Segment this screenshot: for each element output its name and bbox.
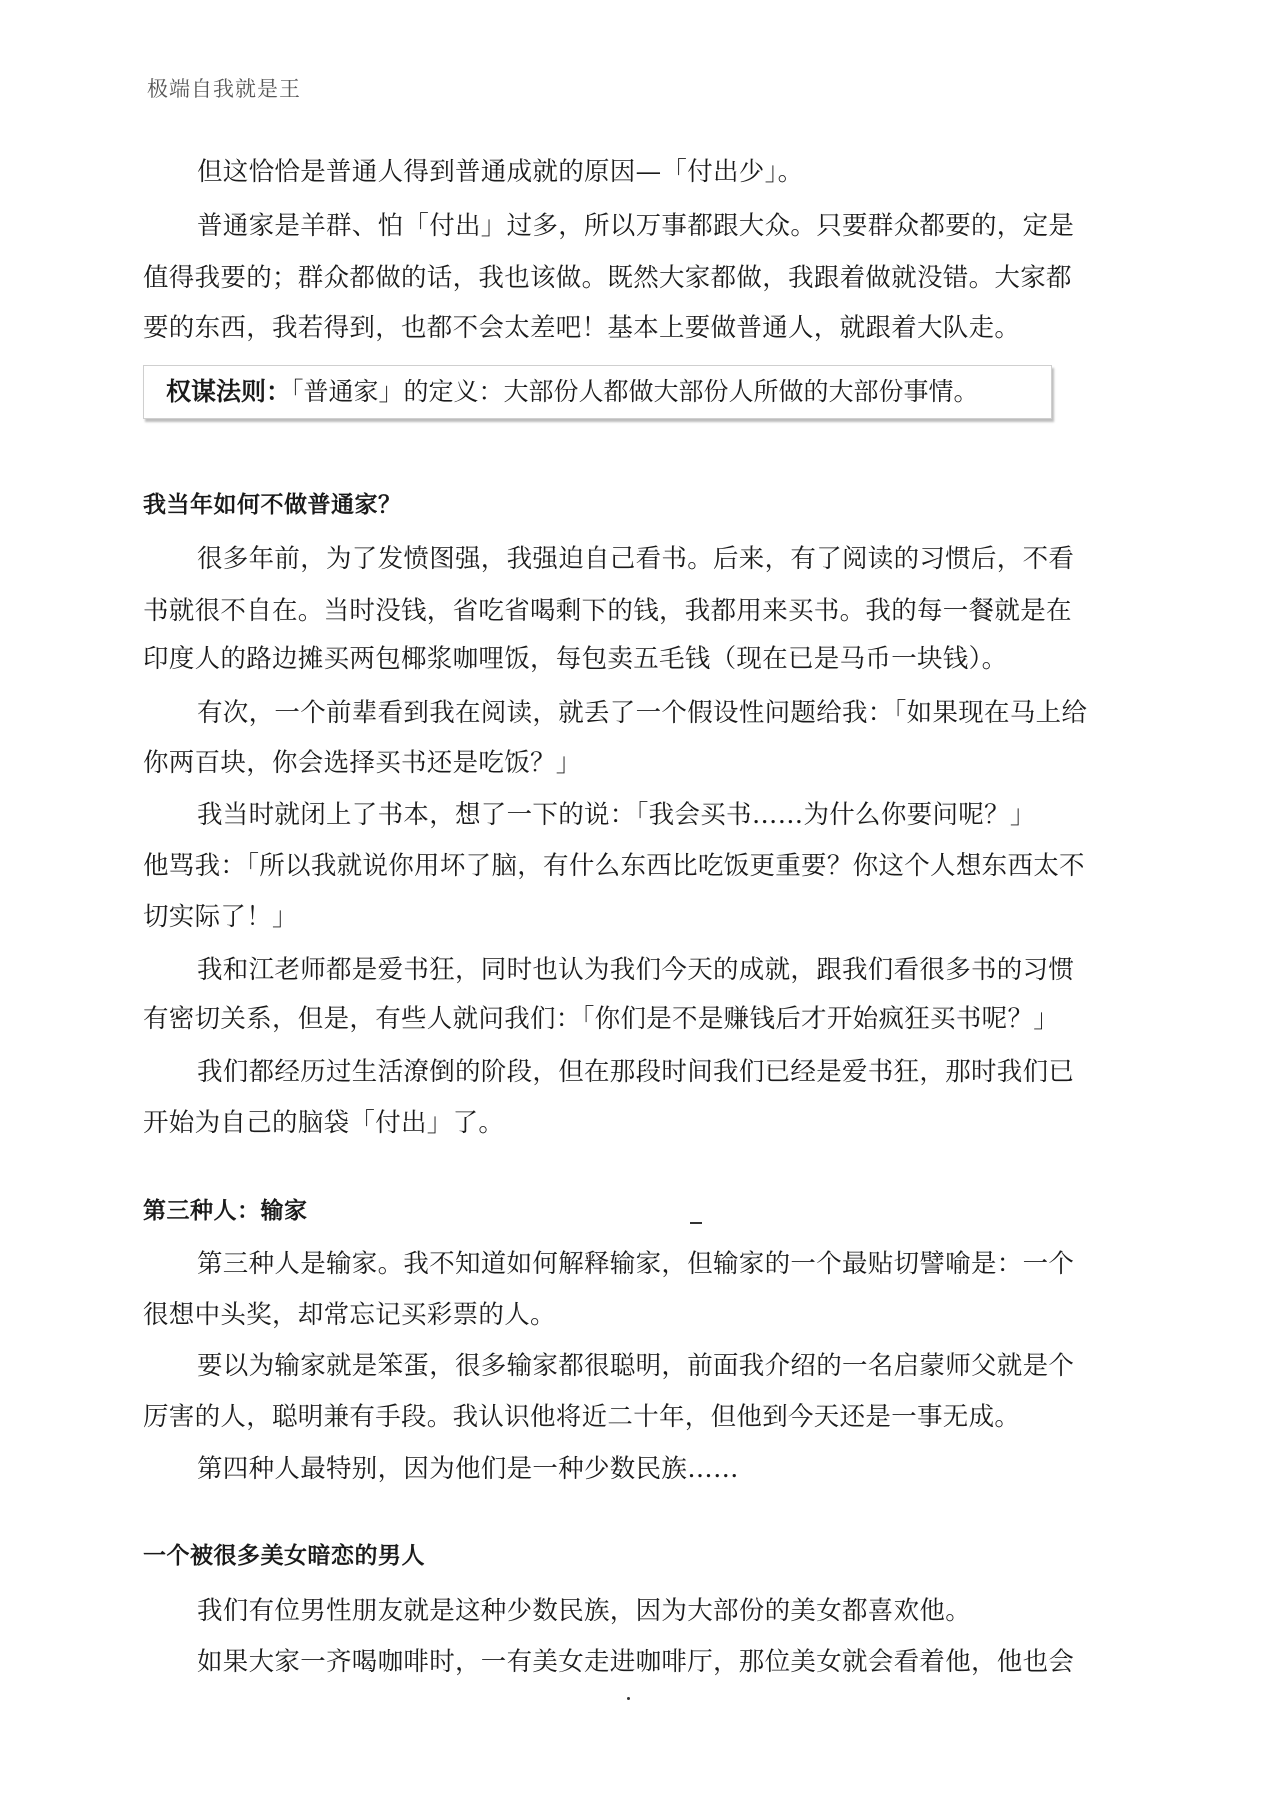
paragraph-line: 第三种人是输家。我不知道如何解释输家，但输家的一个最贴切譬喻是：一个 [197, 1249, 1075, 1279]
scan-speck [690, 1222, 702, 1224]
paragraph-line: 开始为自己的脑袋「付出」了。 [143, 1108, 505, 1138]
rule-box [143, 365, 1052, 419]
rule-box-text [166, 375, 979, 409]
paragraph-line: 我和江老师都是爱书狂，同时也认为我们今天的成就，跟我们看很多书的习惯 [197, 955, 1075, 985]
paragraph-line: 值得我要的；群众都做的话，我也该做。既然大家都做，我跟着做就没错。大家都 [143, 263, 1072, 293]
paragraph-line: 你两百块，你会选择买书还是吃饭？」 [143, 748, 582, 778]
paragraph-line: 他骂我：「所以我就说你用坏了脑，有什么东西比吃饭更重要？你这个人想东西太不 [143, 851, 1085, 881]
paragraph-line: 普通家是羊群、怕「付出」过多，所以万事都跟大众。只要群众都要的，定是 [197, 211, 1075, 241]
paragraph-line: 第四种人最特别，因为他们是一种少数民族…… [197, 1454, 739, 1484]
paragraph-line: 我当时就闭上了书本，想了一下的说：「我会买书……为什么你要问呢？」 [197, 800, 1036, 830]
paragraph-line: 很多年前，为了发愤图强，我强迫自己看书。后来，有了阅读的习惯后，不看 [197, 544, 1075, 574]
rule-definition: 「普通家」的定义：大部份人都做大部份人所做的大部份事情。 [291, 377, 979, 406]
paragraph-line: 要的东西，我若得到，也都不会太差吧！基本上要做普通人，就跟着大队走。 [143, 313, 1021, 343]
paragraph-line: 有密切关系，但是，有些人就问我们：「你们是不是赚钱后才开始疯狂买书呢？」 [143, 1004, 1060, 1034]
section-heading: 一个被很多美女暗恋的男人 [143, 1542, 425, 1569]
running-header: 极端自我就是王 [147, 77, 301, 101]
paragraph-line: 厉害的人，聪明兼有手段。我认识他将近二十年，但他到今天还是一事无成。 [143, 1402, 1021, 1432]
paragraph-line: 但这恰恰是普通人得到普通成就的原因—「付出少」。 [197, 157, 804, 187]
rule-label: 权谋法则： [166, 377, 292, 406]
paragraph-line: 我们有位男性朋友就是这种少数民族，因为大部份的美女都喜欢他。 [197, 1596, 972, 1626]
scan-speck [627, 1697, 630, 1700]
paragraph-line: 书就很不自在。当时没钱，省吃省喝剩下的钱，我都用来买书。我的每一餐就是在 [143, 596, 1072, 626]
section-heading: 第三种人：输家 [143, 1197, 308, 1224]
paragraph-line: 我们都经历过生活潦倒的阶段，但在那段时间我们已经是爱书狂，那时我们已 [197, 1057, 1075, 1087]
paragraph-line: 要以为输家就是笨蛋，很多输家都很聪明，前面我介绍的一名启蒙师父就是个 [197, 1351, 1075, 1381]
paragraph-line: 印度人的路边摊买两包椰浆咖哩饭，每包卖五毛钱（现在已是马币一块钱）。 [143, 644, 1008, 674]
paragraph-line: 切实际了！」 [143, 902, 298, 932]
paragraph-line: 有次，一个前辈看到我在阅读，就丢了一个假设性问题给我：「如果现在马上给 [197, 698, 1088, 728]
section-heading: 我当年如何不做普通家？ [143, 491, 402, 518]
paragraph-line: 很想中头奖，却常忘记买彩票的人。 [143, 1300, 556, 1330]
paragraph-line: 如果大家一齐喝咖啡时，一有美女走进咖啡厅，那位美女就会看着他，他也会 [197, 1647, 1075, 1677]
